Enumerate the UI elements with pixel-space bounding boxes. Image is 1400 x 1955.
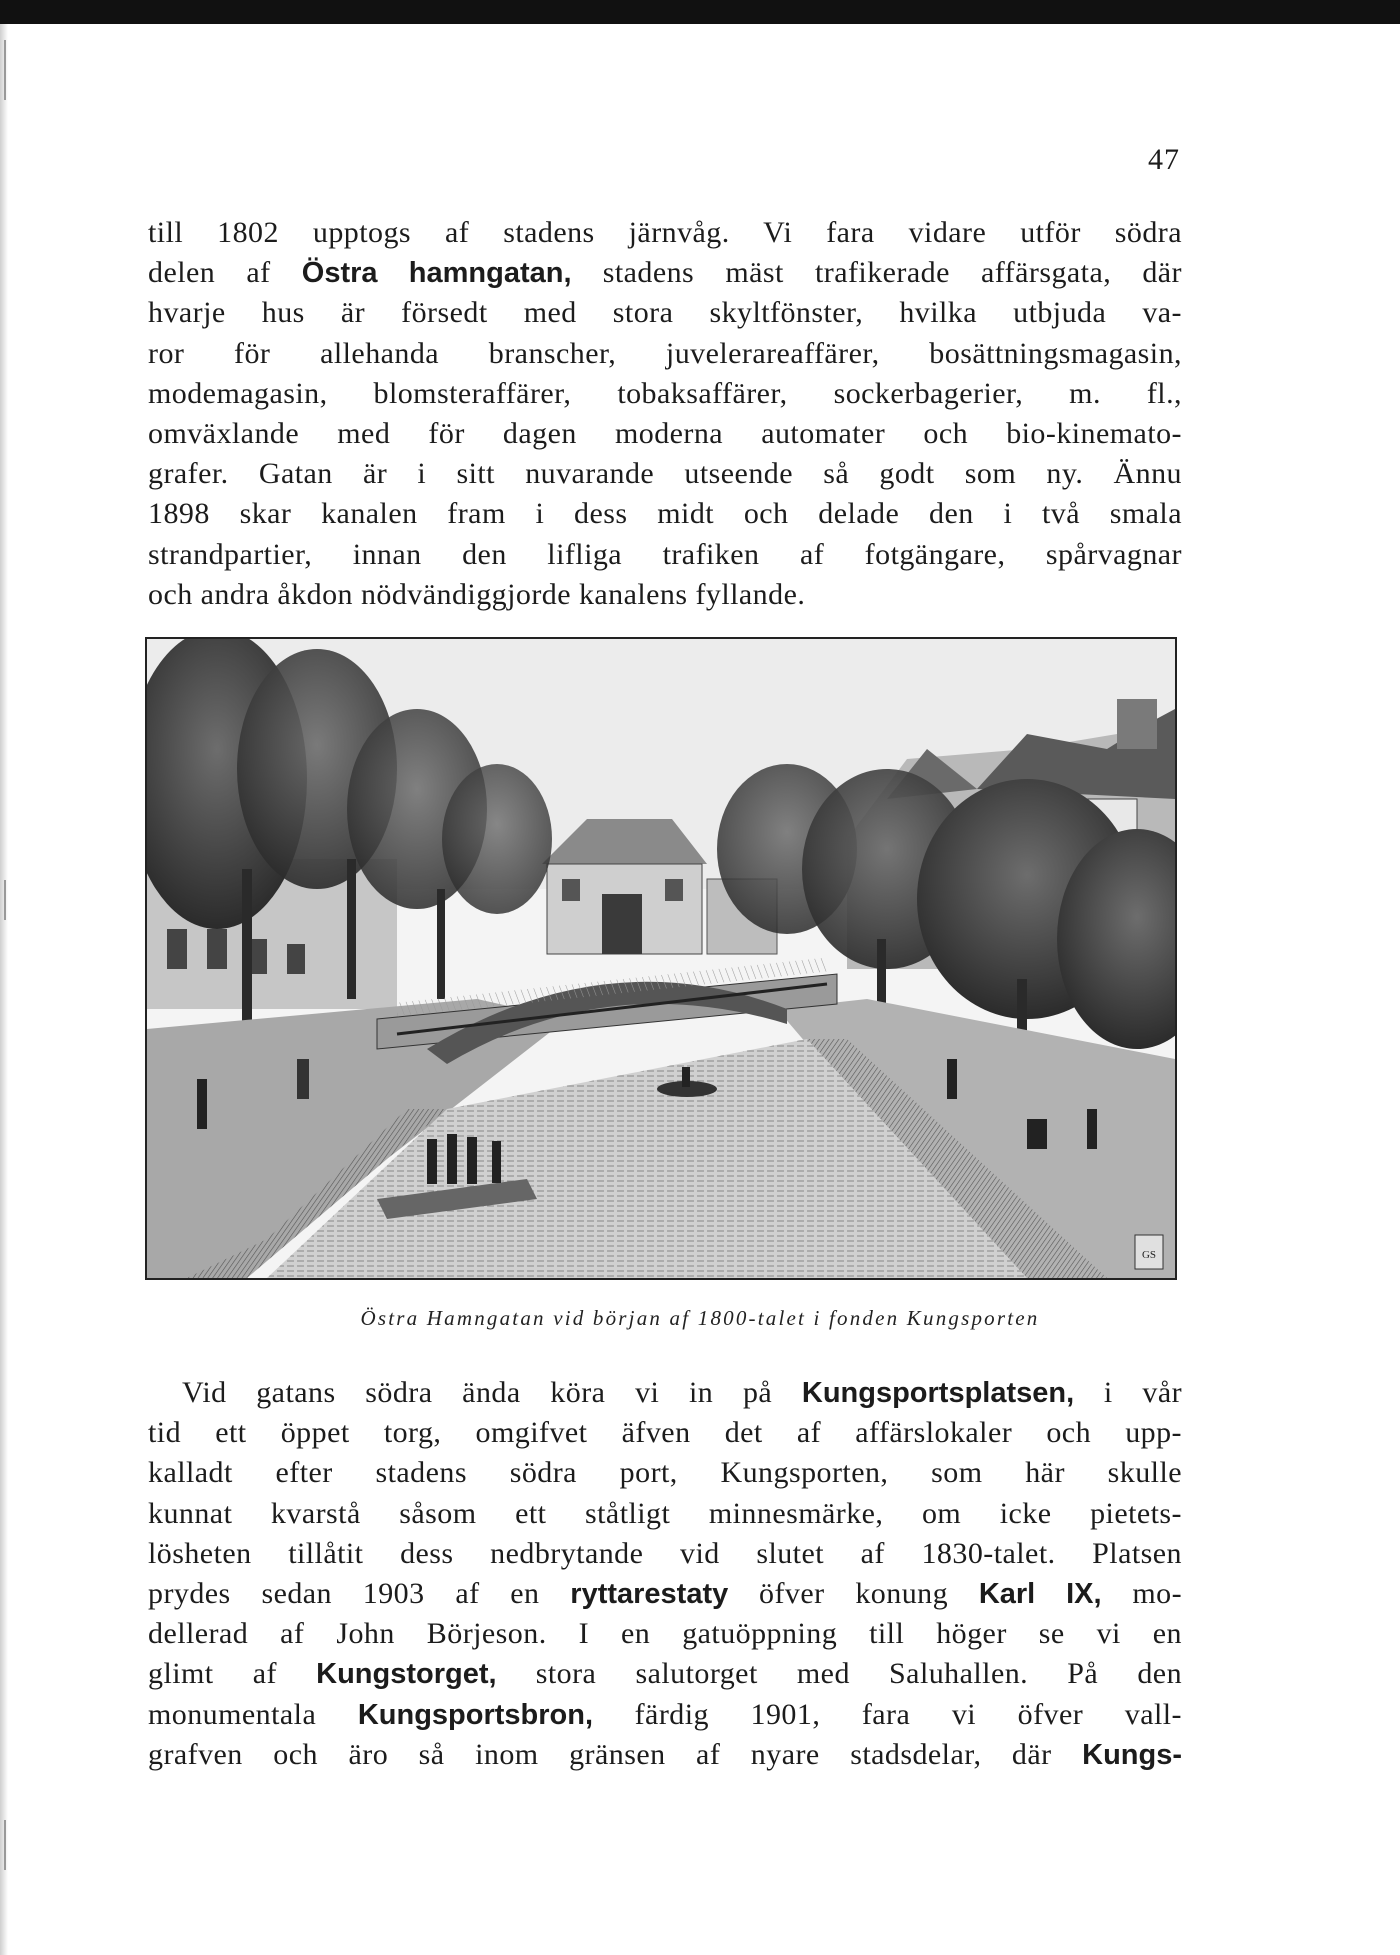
text-segment: glimt af <box>148 1657 277 1691</box>
text-line: grafer. Gatan är i sitt nuvarande utseende så godt som ny. Ännu <box>148 457 1182 491</box>
text-line <box>148 1654 1182 1694</box>
text-segment: öfver konung <box>759 1577 949 1611</box>
text-segment: i vår <box>1103 1376 1183 1409</box>
text-segment: prydes sedan 1903 af en <box>148 1577 540 1611</box>
scan-mark <box>4 880 6 920</box>
text-line: dellerad af John Börjeson. I en gatuöppning till höger se vi en <box>148 1617 1182 1651</box>
term-ryttarestaty: ryttarestaty <box>570 1578 729 1611</box>
place-name-kungsportsplatsen: Kungsportsplatsen, <box>801 1377 1075 1409</box>
text-segment: Vid gatans södra ända köra vi in på <box>182 1376 773 1409</box>
text-segment: grafven och äro så inom gränsen af nyare stadsdelar, där <box>148 1737 1052 1771</box>
text-segment: delen af <box>148 256 271 290</box>
text-line: kunnat kvarstå såsom ett ståtligt minnesmärke, om icke pietets- <box>148 1496 1182 1530</box>
text-line: lösheten tillåtit dess nedbrytande vid slutet af 1830-talet. Platsen <box>148 1536 1182 1570</box>
scan-mark <box>4 40 6 100</box>
paragraph-1 <box>148 213 1182 615</box>
place-name-kungs: Kungs- <box>1082 1738 1182 1771</box>
name-karl-ix: Karl IX, <box>978 1578 1102 1611</box>
place-name-kungsportsbron: Kungsportsbron, <box>357 1698 594 1731</box>
text-line: modemagasin, blomsteraffärer, tobaksaffärer, sockerbagerier, m. fl., <box>148 376 1182 410</box>
monogram-badge <box>1135 1235 1163 1269</box>
text-segment: färdig 1901, fara vi öfver vall- <box>634 1697 1182 1731</box>
scan-left-edge <box>0 24 8 1955</box>
text-segment: mo- <box>1132 1577 1183 1611</box>
text-line <box>148 1695 1182 1735</box>
text-segment: stadens mäst trafikerade affärsgata, där <box>602 256 1182 290</box>
text-line: hvarje hus är försedt med stora skyltfönster, hvilka utbjuda va- <box>148 296 1182 330</box>
text-line: omväxlande med för dagen moderna automater och bio-kinemato- <box>148 417 1182 451</box>
text-line: kalladt efter stadens södra port, Kungsporten, som här skulle <box>148 1456 1182 1490</box>
paragraph-2 <box>148 1373 1182 1775</box>
text-line: och andra åkdon nödvändiggjorde kanalens fyllande. <box>148 577 806 611</box>
text-line <box>148 253 1182 293</box>
text-segment: stora salutorget med Saluhallen. På den <box>535 1657 1183 1691</box>
monogram-text: GS <box>1141 1249 1157 1261</box>
text-line: strandpartier, innan den lifliga trafiken af fotgängare, spårvagnar <box>148 537 1182 571</box>
scan-mark <box>4 1820 6 1870</box>
text-line: tid ett öppet torg, omgifvet äfven det af affärslokaler och upp- <box>148 1416 1182 1450</box>
text-line: till 1802 upptogs af stadens järnvåg. Vi fara vidare utför södra <box>148 216 1182 249</box>
text-line <box>148 1373 1182 1413</box>
figure-caption: Östra Hamngatan vid början af 1800-talet i fonden Kungsporten <box>360 1306 1040 1330</box>
canal-engraving <box>147 639 1175 1278</box>
text-segment: monumentala <box>148 1697 317 1731</box>
scan-top-border <box>0 0 1400 24</box>
page-number: 47 <box>1148 143 1180 176</box>
text-line: 1898 skar kanalen fram i dess midt och delade den i två smala <box>148 497 1182 531</box>
place-name-kungstorget: Kungstorget, <box>316 1658 497 1691</box>
engraving-illustration <box>145 637 1177 1280</box>
text-line: ror för allehanda branscher, juvelerareaffärer, bosättningsmagasin, <box>148 336 1182 370</box>
text-line <box>148 1574 1182 1614</box>
text-line <box>148 1735 1182 1775</box>
street-name-ostra-hamngatan: Östra hamngatan, <box>301 257 572 290</box>
